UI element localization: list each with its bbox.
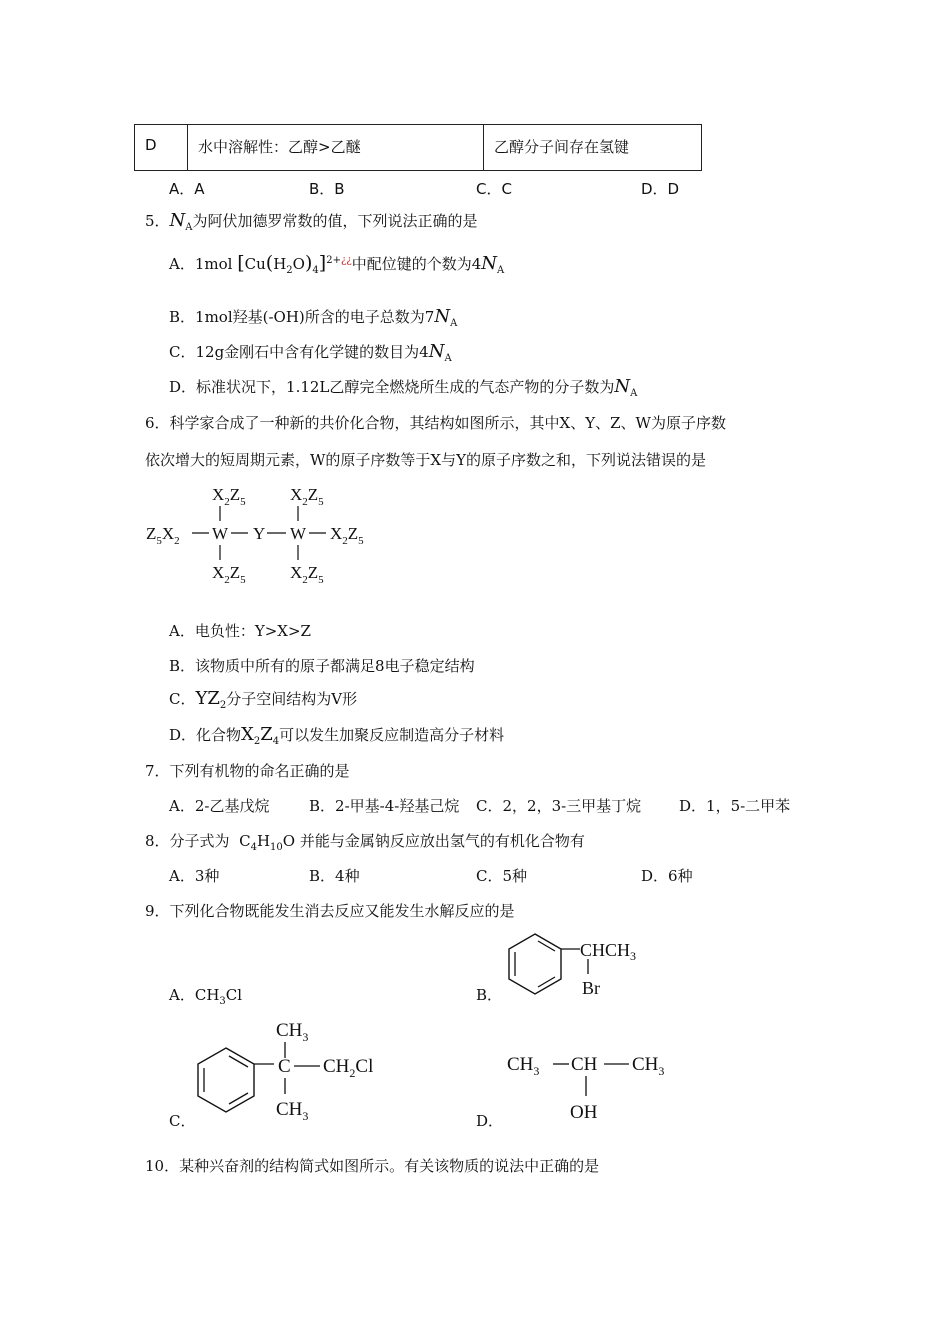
q9-option-d-structure [505, 1044, 685, 1124]
svg-text:Br: Br [582, 978, 600, 998]
struct-x2z5-bottom-right: $X_2Z_5$ [290, 563, 324, 586]
q5-option-c[interactable]: C．12g金刚石中含有化学键的数目为$4N_A$ [169, 341, 452, 364]
q7-option-a[interactable]: A．2-乙基戊烷 [169, 797, 270, 815]
svg-text:CHCH3: $CHCH_3$ [580, 940, 637, 963]
q6-option-b[interactable]: B．该物质中所有的原子都满足8电子稳定结构 [169, 657, 475, 675]
q4-option-d[interactable]: D．D [641, 180, 680, 198]
q8-option-c[interactable]: C．5种 [476, 867, 528, 885]
q4-option-c[interactable]: C．C [476, 180, 512, 198]
q6-option-c[interactable]: C．$YZ_2$分子空间结构为V形 [169, 688, 358, 711]
q7-option-c[interactable]: C．2，2，3-三甲基丁烷 [476, 797, 642, 815]
struct-y-center: Y [253, 524, 266, 543]
q7-option-b[interactable]: B．2-甲基-4-羟基己烷 [309, 797, 460, 815]
q4-option-b[interactable]: B．B [309, 180, 345, 198]
svg-text:CH3: $CH_3$ [507, 1054, 540, 1078]
struct-w-left: W [212, 524, 229, 543]
q5-option-b[interactable]: B．1mol羟基(-OH)所含的电子总数为$7N_A$ [169, 306, 458, 329]
q4-option-a[interactable]: A．A [169, 180, 205, 198]
q9-option-a[interactable]: A．$CH_3Cl$ [169, 986, 243, 1007]
q8-stem: 8．分子式为 $C_4H_{10}O$ 并能与金属钠反应放出氢气的有机化合物有 [145, 832, 585, 853]
q6-option-d[interactable]: D．化合物$X_2Z_4$可以发生加聚反应制造高分子材料 [169, 724, 505, 747]
q9-option-b-structure [500, 928, 660, 1000]
q9-stem: 9．下列化合物既能发生消去反应又能发生水解反应的是 [145, 902, 515, 920]
table-cell-option: D [135, 125, 188, 170]
q5-stem: 5．$N_A$为阿伏加德罗常数的值，下列说法正确的是 [145, 210, 478, 233]
svg-text:CH3: $CH_3$ [276, 1099, 309, 1123]
struct-x2z5-right: $X_2Z_5$ [330, 524, 364, 547]
svg-text:CH: CH [571, 1054, 598, 1075]
svg-text:CH3: $CH_3$ [276, 1020, 309, 1044]
q7-option-d[interactable]: D．1，5-二甲苯 [679, 797, 791, 815]
comparison-table-row [134, 124, 702, 171]
q8-option-a[interactable]: A．3种 [169, 867, 220, 885]
q7-stem: 7．下列有机物的命名正确的是 [145, 762, 350, 780]
struct-x2z5-bottom-left: $X_2Z_5$ [212, 563, 246, 586]
q9-option-c-structure [190, 1014, 400, 1126]
q6-structure-diagram [140, 478, 390, 588]
struct-x2z5-top-left: $X_2Z_5$ [212, 485, 246, 508]
q9-option-c-label[interactable]: C． [169, 1112, 196, 1130]
svg-text:C: C [278, 1056, 291, 1077]
struct-z5x2-left: $Z_5X_2$ [146, 524, 180, 547]
table-cell-property: 水中溶解性：乙醇>乙醚 [188, 125, 484, 170]
q5-option-d[interactable]: D．标准状况下，1.12L乙醇完全燃烧所生成的气态产物的分子数为$N_A$ [169, 376, 638, 399]
q8-option-b[interactable]: B．4种 [309, 867, 360, 885]
q8-option-d[interactable]: D．6种 [641, 867, 693, 885]
q6-stem-line1: 6．科学家合成了一种新的共价化合物，其结构如图所示，其中X、Y、Z、W为原子序数 [145, 414, 726, 432]
q10-stem: 10．某种兴奋剂的结构简式如图所示。有关该物质的说法中正确的是 [145, 1157, 600, 1175]
table-cell-reason: 乙醇分子间存在氢键 [494, 138, 630, 156]
q9-option-d-label[interactable]: D． [476, 1112, 504, 1130]
svg-text:CH2Cl: $CH_2Cl$ [323, 1056, 374, 1080]
svg-text:CH3: $CH_3$ [632, 1054, 665, 1078]
q5-option-a[interactable]: A．1mol $[Cu(H_2O)_4]^{2+¿¿}$中配位键的个数为$4N_A$ [169, 252, 505, 276]
q9-option-b-label[interactable]: B． [476, 986, 503, 1004]
q6-option-a[interactable]: A．电负性：Y>X>Z [169, 622, 311, 640]
struct-x2z5-top-right: $X_2Z_5$ [290, 485, 324, 508]
struct-w-right: W [290, 524, 307, 543]
svg-text:OH: OH [570, 1102, 598, 1123]
q6-stem-line2: 依次增大的短周期元素，W的原子序数等于X与Y的原子序数之和，下列说法错误的是 [145, 451, 707, 469]
